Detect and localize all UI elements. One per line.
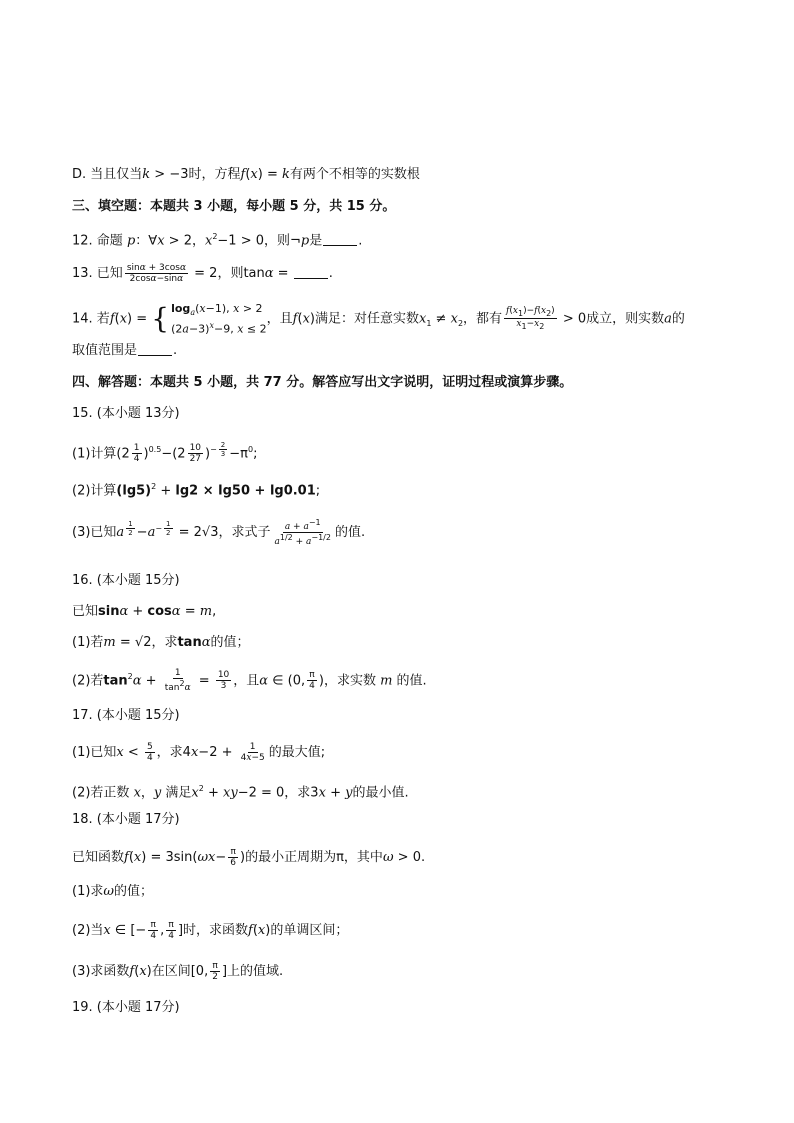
question-13: 13. 已知 $\frac{\sin\alpha + 3\cos\alpha}{2\cos\alpha-\sin\alpha}$ = 2，则tanα = . <box>72 263 333 284</box>
question-16-title: 16. (本小题 15分) <box>72 573 180 588</box>
question-14-cont: 取值范围是 . <box>72 343 178 358</box>
question-18-part-3: (3)求函数f(x)在区间[0, $\frac{\pi}{2}$ ]上的值域. <box>72 961 284 982</box>
question-15-title: 15. (本小题 13分) <box>72 406 180 421</box>
section-3-heading: 三、填空题：本题共 3 小题，每小题 5 分，共 15 分。 <box>72 199 396 214</box>
question-17-title: 17. (本小题 15分) <box>72 708 180 723</box>
question-14: 14. 若f(x) = { $\log_a(x-1)$, x > 2 $(2a-3)^x-9$, x ≤ 2 ，且f(x)满足：对任意实数$x_1 \ne x_2$，都有 $\frac{f(x_1)-f(x_2)}{x_1-x_2}$ > 0成立，则实数a的 <box>72 301 685 336</box>
answer-blank <box>323 233 357 246</box>
question-12: 12. 命题 p：∀x > 2，$x^2-1 > 0$，则¬p是 . <box>72 232 363 249</box>
question-16-part-1: (1)若m = √2，求tanα的值； <box>72 635 250 650</box>
question-17-part-1: (1)已知x < $\frac{5}{4}$ ，求4x−2 + $\frac{1}{4x-5}$ 的最大值; <box>72 742 326 763</box>
question-18-part-2: (2)当x ∈ [− $\frac{\pi}{4}$ , $\frac{\pi}{4}$ ]时，求函数f(x)的单调区间； <box>72 920 349 941</box>
answer-blank <box>294 266 328 279</box>
question-17-part-2: (2)若正数 x，y 满足$x^2 + xy-2 = 0$，求3x + y的最小值. <box>72 784 409 801</box>
question-16-stem: 已知sinα + cosα = m, <box>72 604 217 619</box>
question-18-part-1: (1)求ω的值； <box>72 884 154 899</box>
question-19-title: 19. (本小题 17分) <box>72 1000 180 1015</box>
option-d: D. 当且仅当k > −3时，方程f(x) = k有两个不相等的实数根 <box>72 167 420 182</box>
section-4-heading: 四、解答题：本题共 5 小题，共 77 分。解答应写出文字说明，证明过程或演算步骤。 <box>72 375 573 390</box>
question-18-stem: 已知函数f(x) = 3sin(ωx− $\frac{\pi}{6}$ )的最小正周期为π，其中ω > 0. <box>72 847 426 868</box>
question-16-part-2: (2)若$\tan^2\alpha$ + $\frac{1}{\tan^2\alpha}$ = $\frac{10}{3}$ ，且α ∈ (0, $\frac{\pi}{4}$ )，求实数 m 的值. <box>72 668 427 694</box>
question-15-part-3: (3)已知a $^{\frac{1}{2}}$ $-a^{- \frac{1}{2}}$ = 2√3，求式子 $\frac{a + a^{-1}}{a^{1/2} + a^{-1/2}}$ 的值. <box>72 518 366 547</box>
question-15-part-1: (1)计算(2 $\frac{1}{4}$ )$^{0.5}$−(2 $\frac{10}{27}$ )$^{- \frac{2}{3}}$ $-\pi^0$; <box>72 441 258 465</box>
question-18-title: 18. (本小题 17分) <box>72 812 180 827</box>
question-15-part-2: (2)计算$(\lg 5)^2 + \lg 2 \times \lg 50 + \lg 0.01$; <box>72 482 321 499</box>
answer-blank <box>138 343 172 356</box>
